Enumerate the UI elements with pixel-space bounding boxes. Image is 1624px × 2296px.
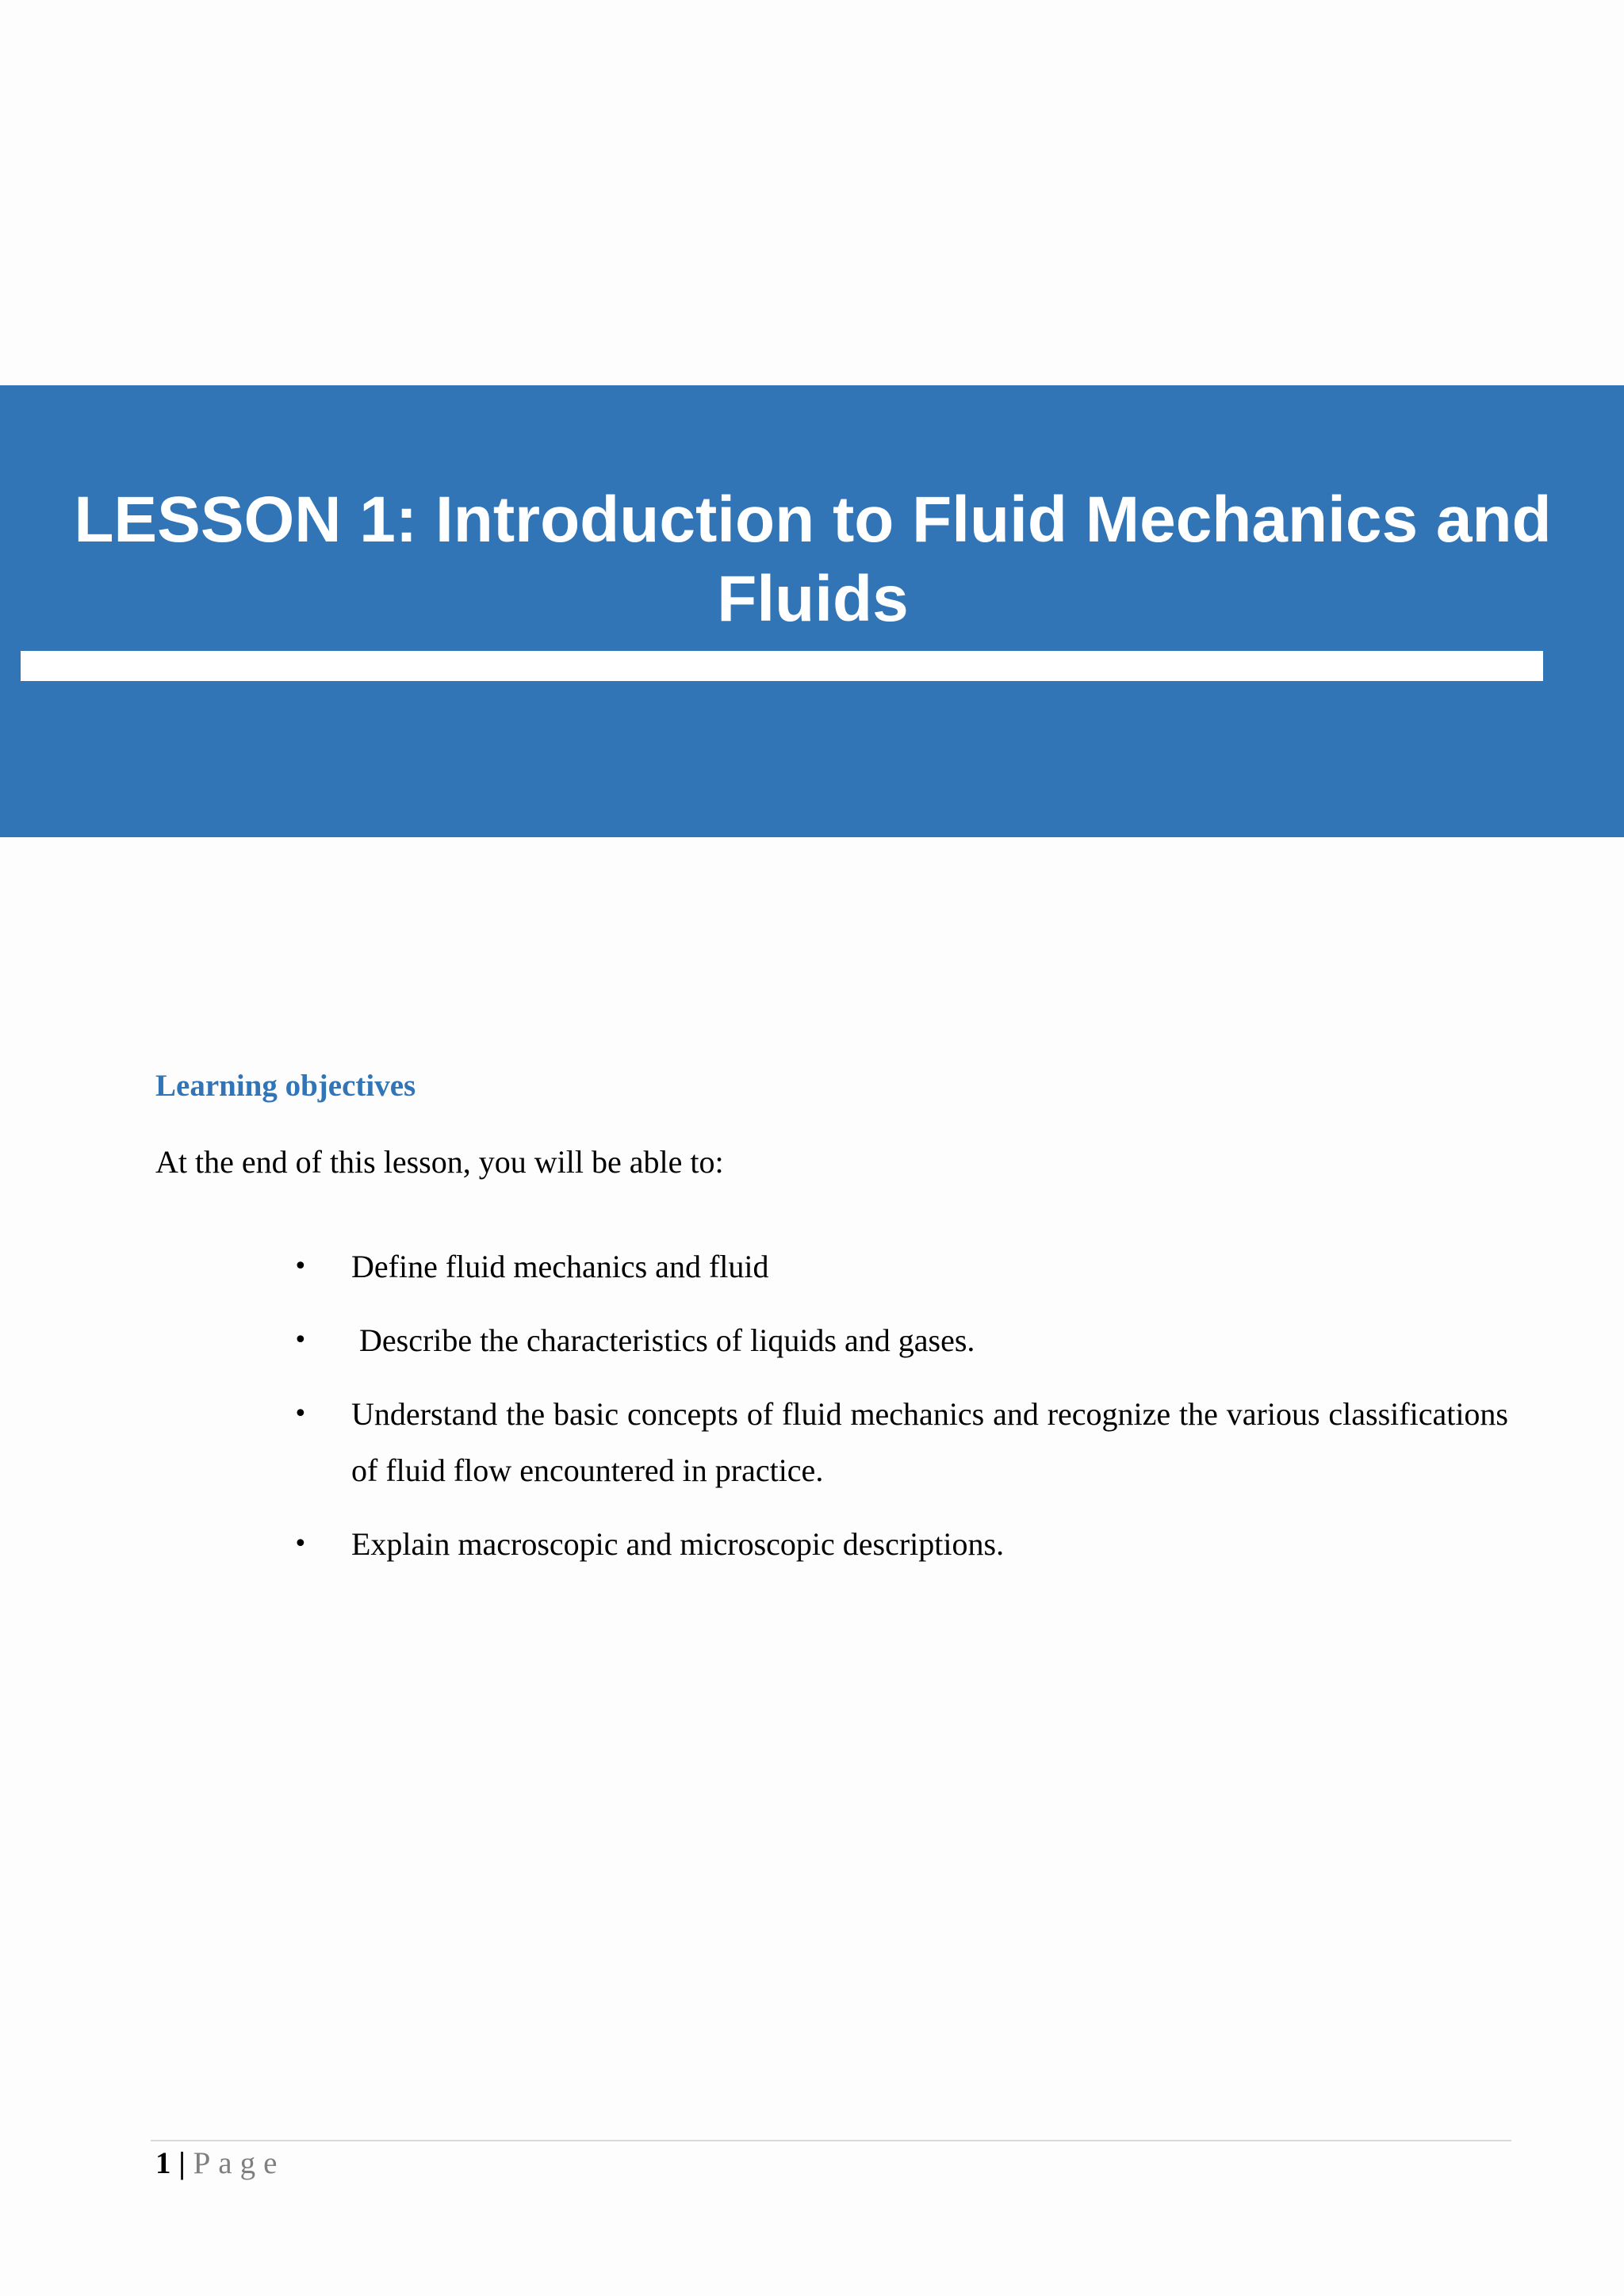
banner-divider (21, 651, 1543, 681)
objective-text: Explain macroscopic and microscopic descriptions. (351, 1526, 1005, 1562)
page-label: Page (193, 2146, 285, 2180)
objective-text: Define fluid mechanics and fluid (351, 1249, 769, 1284)
bullet-icon: • (293, 1400, 308, 1428)
objective-item (293, 1386, 1508, 1498)
objective-item (293, 1238, 1508, 1295)
objective-text: Understand the basic concepts of fluid mechanics and recognize the various classifications of fluid flow encountered in practice. (351, 1396, 1508, 1488)
page-number: 1 (155, 2146, 171, 2180)
page-footer (155, 2144, 285, 2183)
lesson-title: LESSON 1: Introduction to Fluid Mechanics and Fluids (74, 484, 1552, 635)
objectives-list (293, 1238, 1508, 1590)
learning-objectives-heading: Learning objectives (155, 1069, 416, 1103)
objective-text: Describe the characteristics of liquids and gases. (351, 1322, 975, 1358)
footer-divider (151, 2140, 1511, 2141)
objectives-intro: At the end of this lesson, you will be able to: (155, 1144, 724, 1180)
bullet-icon: • (293, 1326, 308, 1354)
title-banner (0, 385, 1624, 837)
objective-item (293, 1516, 1508, 1572)
footer-separator: | (178, 2146, 186, 2180)
bullet-icon: • (293, 1253, 308, 1280)
objective-item (293, 1312, 1508, 1368)
bullet-icon: • (293, 1530, 308, 1558)
